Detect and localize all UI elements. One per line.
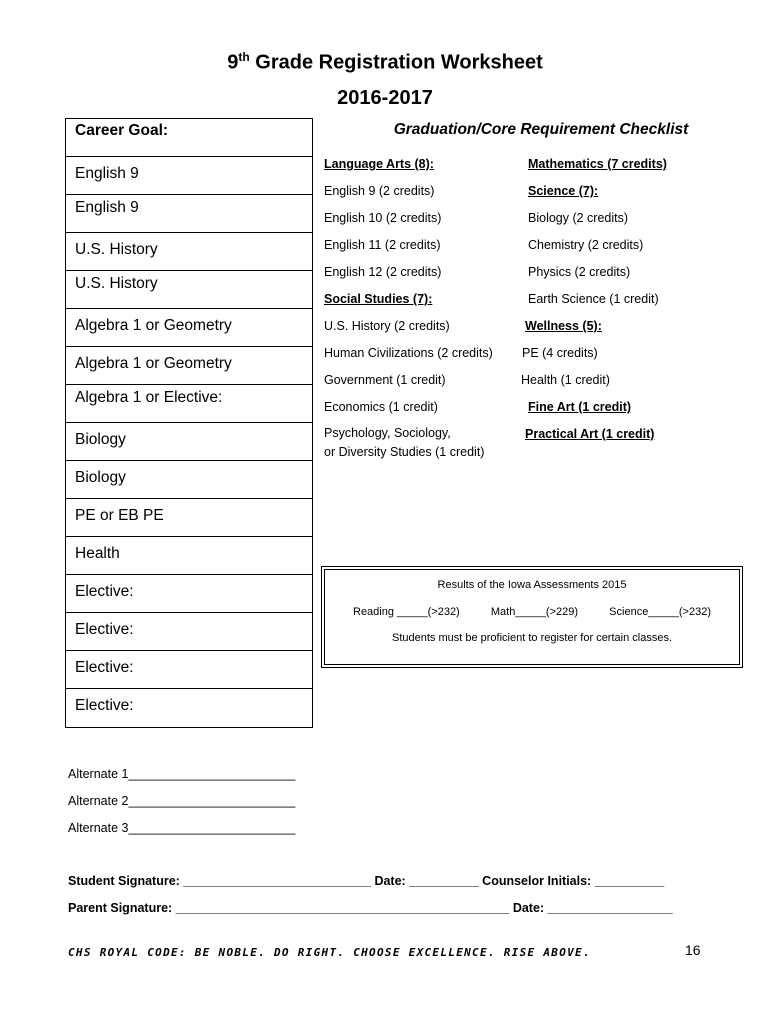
page-number: 16: [685, 942, 701, 958]
student-signature-line[interactable]: Student Signature: ___________________________ Date: __________ Counselor Initials: __________: [68, 874, 665, 888]
iowa-title: Results of the Iowa Assessments 2015: [437, 579, 627, 591]
checklist-left-column: [324, 154, 524, 464]
checklist-item: English 12 (2 credits): [324, 265, 442, 279]
course-row[interactable]: Health: [66, 537, 312, 575]
checklist-item: English 11 (2 credits): [324, 238, 441, 252]
alternate-3-field[interactable]: Alternate 3________________________: [68, 821, 296, 835]
social-studies-header: Social Studies (7):: [324, 292, 433, 306]
alternate-2-field[interactable]: Alternate 2________________________: [68, 794, 296, 808]
course-row[interactable]: PE or EB PE: [66, 499, 312, 537]
course-row[interactable]: Elective:: [66, 575, 312, 613]
checklist-right-column: [521, 154, 728, 451]
course-row[interactable]: Algebra 1 or Elective:: [66, 385, 312, 423]
iowa-note: Students must be proficient to register for certain classes.: [391, 632, 673, 644]
language-arts-header: Language Arts (8):: [324, 157, 434, 171]
science-score-field[interactable]: Science_____(>232): [609, 606, 711, 618]
course-row[interactable]: Biology: [66, 461, 312, 499]
course-row[interactable]: Elective:: [66, 613, 312, 651]
checklist-item: Biology (2 credits): [528, 211, 629, 225]
page-title: 9th Grade Registration Worksheet: [227, 50, 543, 74]
career-goal-field[interactable]: Career Goal:: [66, 119, 312, 157]
math-score-field[interactable]: Math_____(>229): [490, 606, 579, 618]
science-header: Science (7):: [528, 184, 599, 198]
wellness-header: Wellness (5):: [525, 319, 602, 333]
practical-art-header: Practical Art (1 credit): [525, 427, 655, 441]
royal-code-footer: CHS ROYAL CODE: BE NOBLE. DO RIGHT. CHOOSE EXCELLENCE. RISE ABOVE.: [68, 946, 591, 959]
checklist-item: English 10 (2 credits): [324, 211, 442, 225]
course-row[interactable]: Algebra 1 or Geometry: [66, 309, 312, 347]
checklist-item: PE (4 credits): [522, 346, 598, 360]
alternate-1-field[interactable]: Alternate 1________________________: [68, 767, 296, 781]
checklist-item: Earth Science (1 credit): [528, 292, 659, 306]
checklist-item: U.S. History (2 credits): [324, 319, 450, 333]
reading-score-field[interactable]: Reading _____(>232): [353, 606, 460, 618]
iowa-scores: [325, 606, 739, 618]
course-row[interactable]: Elective:: [66, 651, 312, 689]
course-row[interactable]: U.S. History: [66, 233, 312, 271]
fine-art-header: Fine Art (1 credit): [528, 400, 632, 414]
iowa-assessments-box: [321, 566, 743, 668]
school-year: 2016-2017: [337, 87, 433, 109]
course-row[interactable]: Elective:: [75, 697, 134, 714]
checklist-item: Health (1 credit): [521, 373, 610, 387]
checklist-item: Human Civilizations (2 credits): [324, 346, 493, 360]
checklist-item: Chemistry (2 credits): [528, 238, 644, 252]
mathematics-header: Mathematics (7 credits): [528, 157, 667, 171]
checklist-item: Physics (2 credits): [528, 265, 631, 279]
course-table: [65, 118, 313, 728]
course-row[interactable]: English 9: [66, 195, 312, 233]
course-row[interactable]: Biology: [66, 423, 312, 461]
checklist-item: Psychology, Sociology, or Diversity Studies (1 credit): [324, 426, 485, 459]
course-row[interactable]: English 9: [66, 157, 312, 195]
course-row[interactable]: U.S. History: [66, 271, 312, 309]
checklist-item: Economics (1 credit): [324, 400, 438, 414]
checklist-title: Graduation/Core Requirement Checklist: [393, 121, 689, 138]
course-row[interactable]: Algebra 1 or Geometry: [66, 347, 312, 385]
checklist-item: English 9 (2 credits): [324, 184, 435, 198]
checklist-item: Government (1 credit): [324, 373, 446, 387]
parent-signature-line[interactable]: Parent Signature: ________________________________________________ Date: __________________: [68, 901, 673, 915]
